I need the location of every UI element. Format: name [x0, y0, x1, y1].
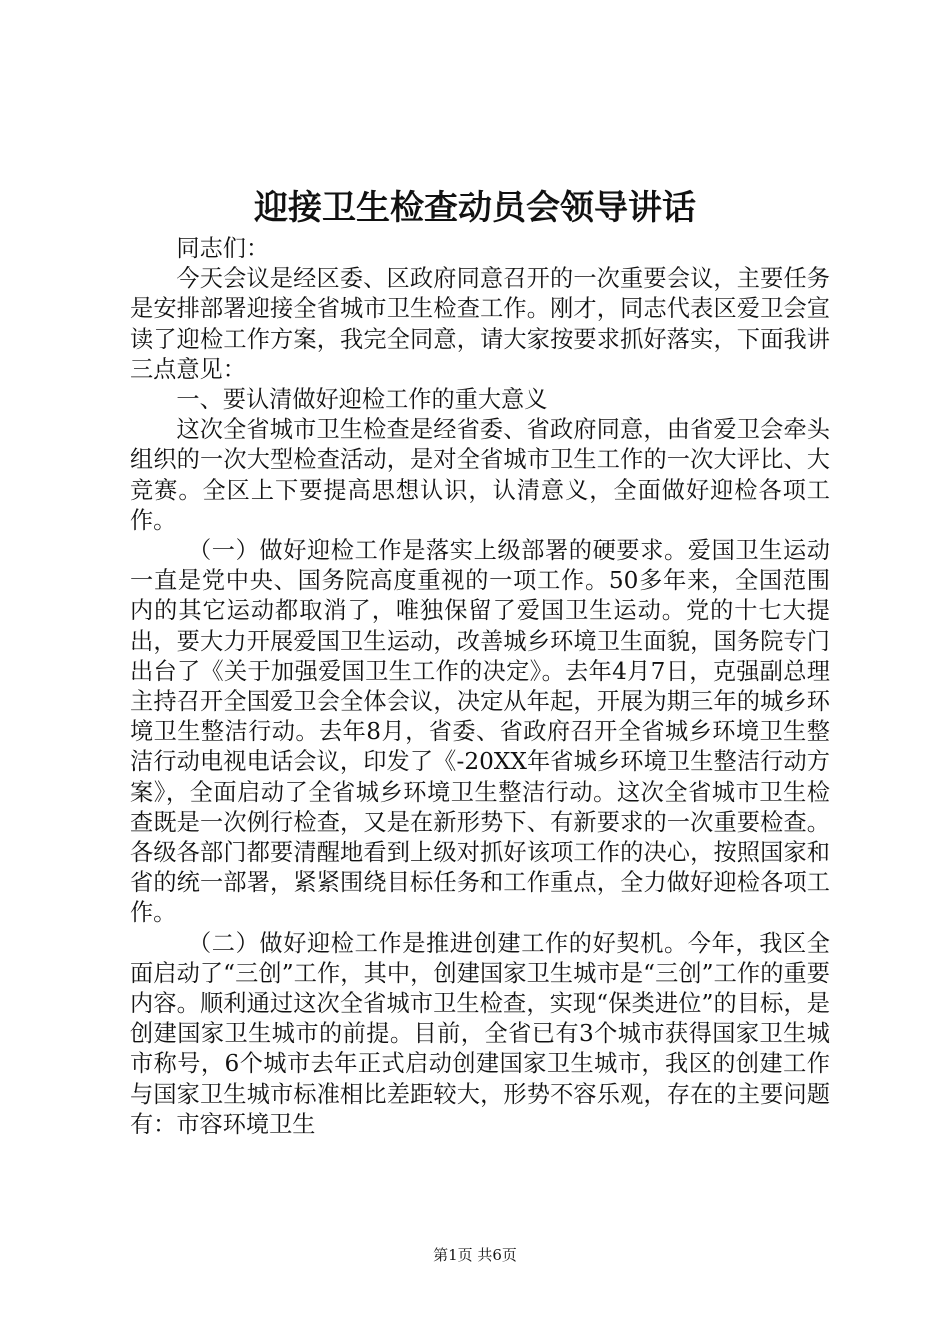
salutation: 同志们： [176, 235, 270, 262]
paragraph-point-1: （一）做好迎检工作是落实上级部署的硬要求。爱国卫生运动一直是党中央、国务院高度重视的一项工作。50多年来，全国范围内的其它运动都取消了，唯独保留了爱国卫生运动。党的十七大提出，要大力开展爱国卫生运动，改善城乡环境卫生面貌，国务院专门出台了《关于加强爱国卫生工作的决定》。去年4月7日，克强副总理主持召开全国爱卫会全体会议，决定从年起，开展为期三年的城乡环境卫生整洁行动。去年8月，省委、省政府召开全省城乡环境卫生整洁行动电视电话会议，印发了《-20XX年省城乡环境卫生整洁行动方案》，全面启动了全省城乡环境卫生整洁行动。这次全省城市卫生检查既是一次例行检查，又是在新形势下、有新要求的一次重要检查。各级各部门都要清醒地看到上级对抓好该项工作的决心，按照国家和省的统一部署，紧紧围绕目标任务和工作重点，全力做好迎检各项工作。 [130, 537, 830, 927]
document-title: 迎接卫生检查动员会领导讲话 [254, 188, 696, 228]
paragraph-intro: 今天会议是经区委、区政府同意召开的一次重要会议，主要任务是安排部署迎接全省城市卫生检查工作。刚才，同志代表区爱卫会宣读了迎检工作方案，我完全同意，请大家按要求抓好落实，下面我讲三点意见： [130, 265, 830, 383]
paragraph-point-2: （二）做好迎检工作是推进创建工作的好契机。今年，我区全面启动了“三创”工作，其中，创建国家卫生城市是“三创”工作的重要内容。顺利通过这次全省城市卫生检查，实现“保类进位”的目标，是创建国家卫生城市的前提。目前，全省已有3个城市获得国家卫生城市称号，6个城市去年正式启动创建国家卫生城市，我区的创建工作与国家卫生城市标准相比差距较大，形势不容乐观，存在的主要问题有：市容环境卫生 [130, 929, 830, 1138]
section-heading-1: 一、要认清做好迎检工作的重大意义 [176, 386, 548, 414]
document-body [130, 234, 830, 1140]
paragraph-section-1: 这次全省城市卫生检查是经省委、省政府同意，由省爱卫会牵头组织的一次大型检查活动，是对全省城市卫生工作的一次大评比、大竞赛。全区上下要提高思想认识，认清意义，全面做好迎检各项工作。 [130, 416, 830, 534]
page-footer: 第1页 共6页 [433, 1246, 517, 1264]
